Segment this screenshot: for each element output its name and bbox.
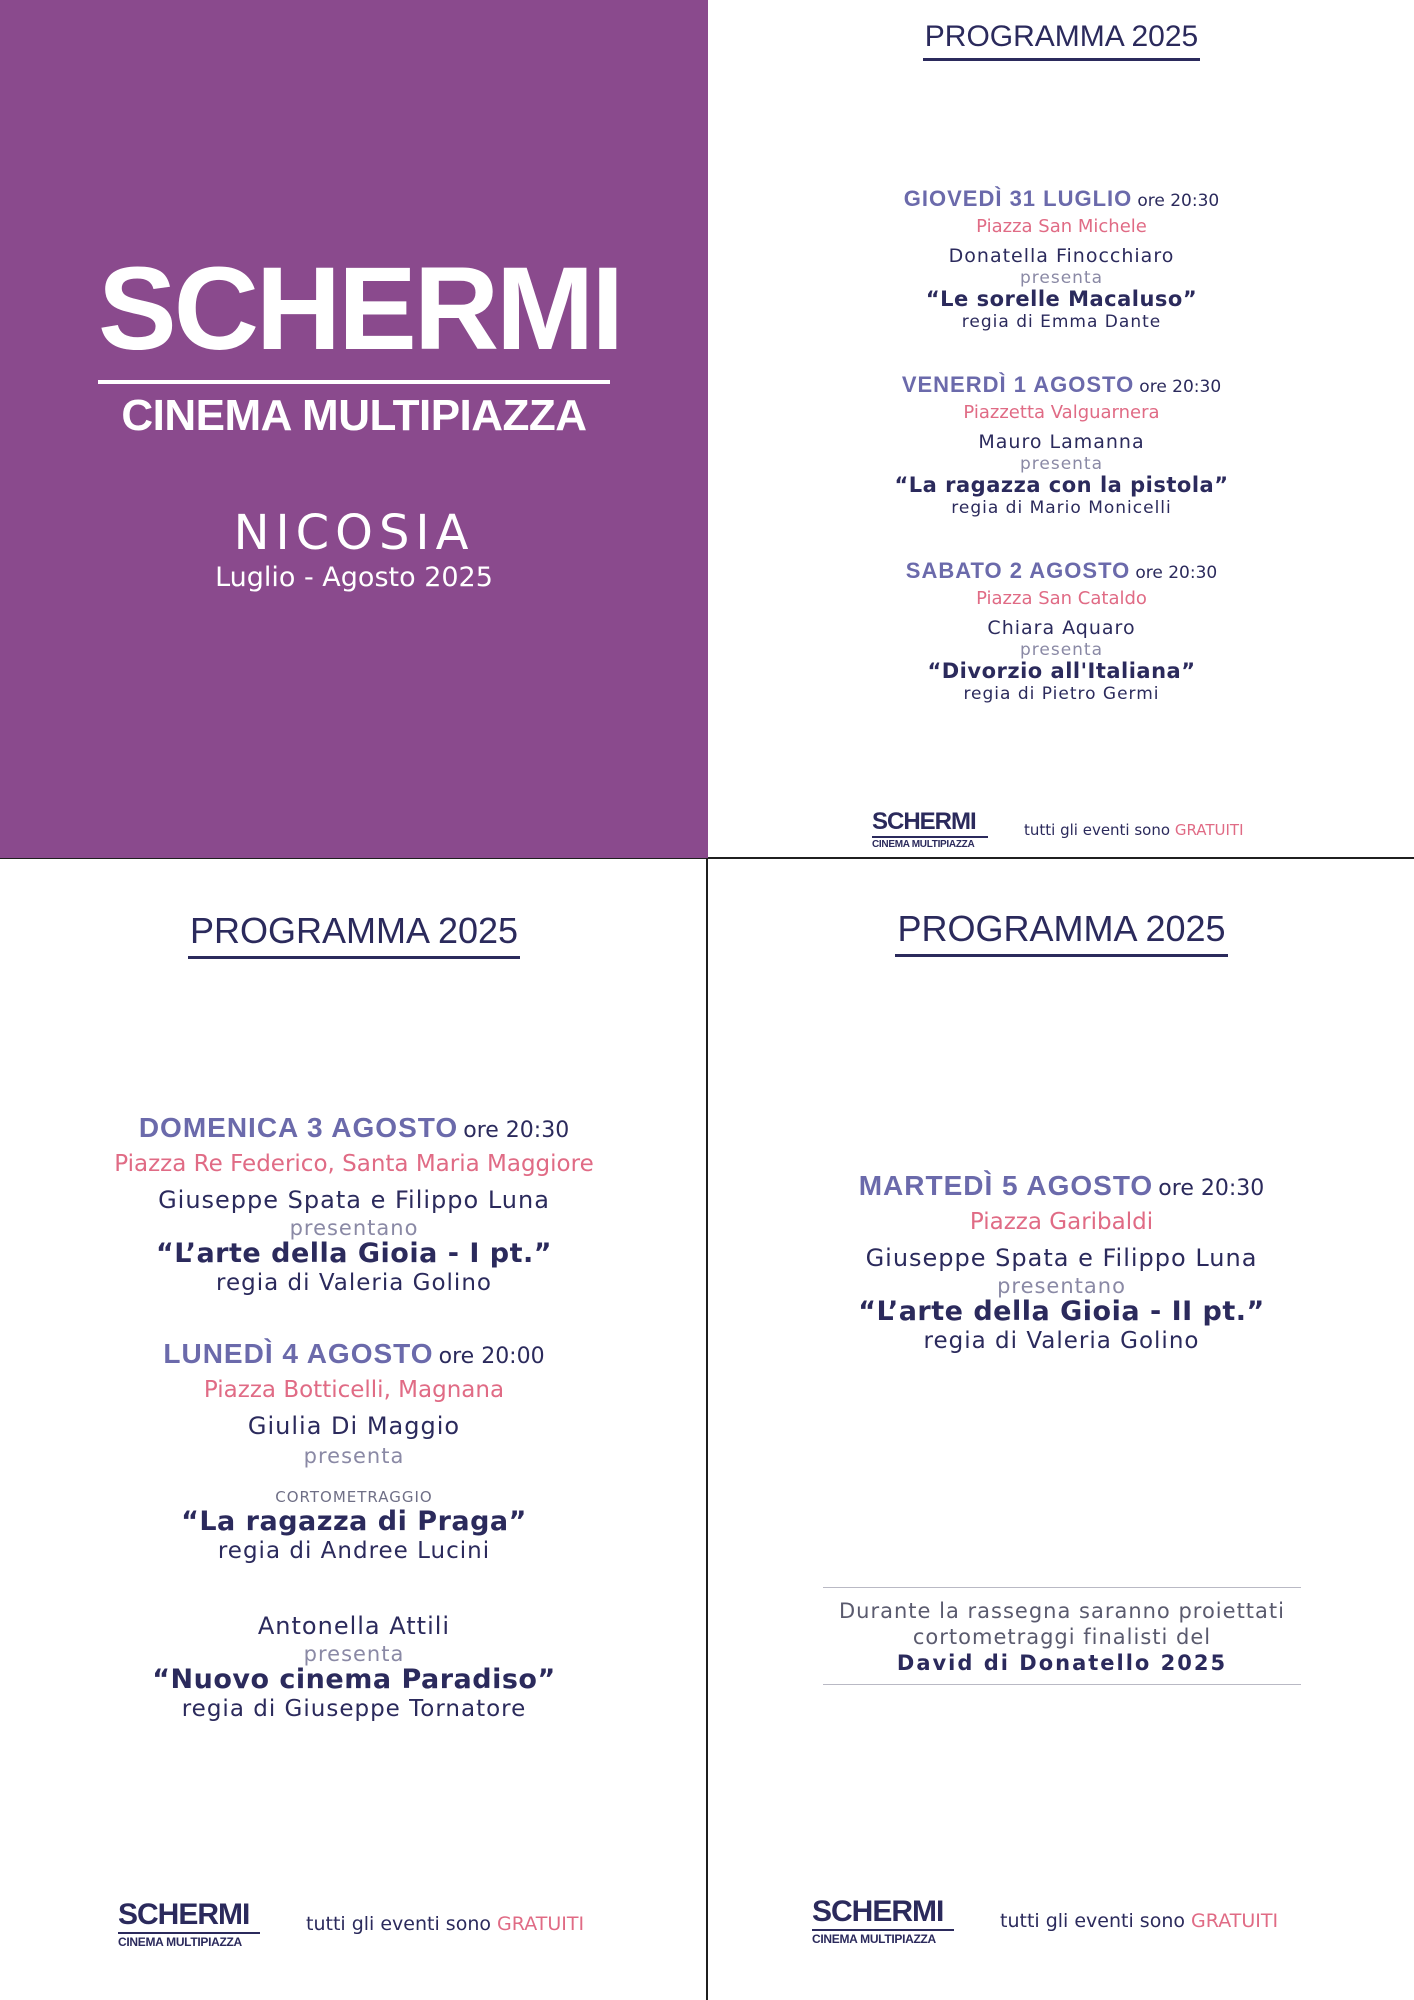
footer-note: tutti gli eventi sono GRATUITI xyxy=(1024,821,1244,839)
event-film-title: “L’arte della Gioia - II pt.” xyxy=(858,1296,1265,1327)
cover-city: NICOSIA xyxy=(233,505,475,561)
cover-logo xyxy=(98,243,622,440)
event-presenter: Giulia Di Maggio xyxy=(247,1412,461,1440)
footer xyxy=(872,810,1244,850)
event-film-title: “Nuovo cinema Paradiso” xyxy=(152,1664,556,1695)
event-verb: presenta xyxy=(1019,454,1104,474)
event-block xyxy=(0,1110,708,1296)
event-film-title: “Le sorelle Macaluso” xyxy=(925,287,1198,311)
event-film-title: “Divorzio all'Italiana” xyxy=(927,659,1196,683)
event-regia-label: regia di xyxy=(181,1696,277,1722)
event-director: Giuseppe Tornatore xyxy=(284,1696,527,1722)
event-block xyxy=(709,556,1414,704)
footer-note: tutti gli eventi sono GRATUITI xyxy=(306,1913,585,1935)
free-label: GRATUITI xyxy=(1191,1910,1279,1932)
event-verb: presenta xyxy=(303,1642,405,1666)
brand-subtitle: CINEMA MULTIPIAZZA xyxy=(121,391,587,440)
footer-logo: SCHERMI CINEMA MULTIPIAZZA xyxy=(118,1900,260,1948)
footer-logo: SCHERMI CINEMA MULTIPIAZZA xyxy=(872,810,988,850)
footer xyxy=(118,1900,584,1948)
event-time: ore 20:30 xyxy=(1137,191,1220,211)
event-director: Valeria Golino xyxy=(318,1270,492,1296)
event-date: LUNEDÌ 4 AGOSTO xyxy=(163,1338,434,1369)
event-date: SABATO 2 AGOSTO xyxy=(905,558,1131,583)
programme-page-2 xyxy=(0,860,708,2000)
event-film-title: “La ragazza di Praga” xyxy=(181,1506,527,1537)
brand-title: SCHERMI xyxy=(98,243,622,375)
event-verb: presentano xyxy=(997,1274,1126,1298)
event-date: VENERDÌ 1 AGOSTO xyxy=(901,372,1135,397)
event-verb: presentano xyxy=(289,1216,419,1240)
event-presenter: Giuseppe Spata e Filippo Luna xyxy=(158,1186,550,1214)
event-director: Emma Dante xyxy=(1040,312,1162,332)
footer xyxy=(812,1897,1278,1945)
event-date: DOMENICA 3 AGOSTO xyxy=(138,1112,459,1143)
event-place: Piazza Botticelli, Magnana xyxy=(203,1377,505,1403)
event-film-title: “L’arte della Gioia - I pt.” xyxy=(155,1238,553,1269)
event-regia-label: regia di xyxy=(963,684,1036,704)
event-place: Piazza San Cataldo xyxy=(976,588,1147,609)
note-line: cortometraggi finalisti del xyxy=(912,1625,1212,1649)
event-regia-label: regia di xyxy=(217,1538,313,1564)
event-regia-label: regia di xyxy=(951,498,1024,518)
event-regia-label: regia di xyxy=(923,1328,1018,1354)
event-time: ore 20:30 xyxy=(463,1118,570,1143)
footer-note: tutti gli eventi sono GRATUITI xyxy=(1000,1910,1279,1932)
note-line: Durante la rassegna saranno proiettati xyxy=(839,1599,1285,1623)
event-list xyxy=(709,184,1414,704)
event-place: Piazza Garibaldi xyxy=(969,1209,1154,1235)
free-label: GRATUITI xyxy=(1174,821,1244,839)
page-title: PROGRAMMA 2025 xyxy=(0,910,708,959)
event-block xyxy=(709,370,1414,518)
event-verb: presenta xyxy=(1019,268,1104,288)
event-block xyxy=(0,1336,708,1722)
event-verb: presenta xyxy=(303,1444,405,1468)
footer-logo: SCHERMI CINEMA MULTIPIAZZA xyxy=(812,1897,954,1945)
short-films-note xyxy=(823,1587,1301,1685)
note-award: David di Donatello 2025 xyxy=(896,1651,1228,1675)
event-time: ore 20:30 xyxy=(1135,563,1218,583)
event-presenter: Donatella Finocchiaro xyxy=(948,245,1175,267)
free-label: GRATUITI xyxy=(497,1913,585,1935)
event-list xyxy=(709,1168,1414,1354)
brand-rule xyxy=(98,380,610,384)
event-place: Piazzetta Valguarnera xyxy=(963,402,1160,423)
event-date: GIOVEDÌ 31 LUGLIO xyxy=(903,186,1133,211)
cover-panel xyxy=(0,0,708,858)
event-regia-label: regia di xyxy=(216,1270,311,1296)
page-title: PROGRAMMA 2025 xyxy=(709,20,1414,61)
event-verb: presenta xyxy=(1019,640,1104,660)
event-place: Piazza San Michele xyxy=(976,216,1147,237)
event-presenter: Mauro Lamanna xyxy=(978,431,1145,453)
event-list xyxy=(0,1110,708,1722)
programme-page-1 xyxy=(709,0,1414,858)
event-regia-label: regia di xyxy=(961,312,1034,332)
event-time: ore 20:30 xyxy=(1158,1176,1265,1201)
event-block xyxy=(709,184,1414,332)
cover-dates: Luglio - Agosto 2025 xyxy=(215,562,493,593)
event-time: ore 20:30 xyxy=(1139,377,1222,397)
page-title: PROGRAMMA 2025 xyxy=(709,908,1414,957)
event-time: ore 20:00 xyxy=(438,1344,545,1369)
event-presenter: Chiara Aquaro xyxy=(987,617,1136,639)
event-director: Mario Monicelli xyxy=(1029,498,1172,518)
event-date: MARTEDÌ 5 AGOSTO xyxy=(858,1170,1154,1201)
event-presenter: Antonella Attili xyxy=(257,1612,451,1640)
event-film-title: “La ragazza con la pistola” xyxy=(894,473,1229,497)
event-director: Andree Lucini xyxy=(320,1538,491,1564)
event-block xyxy=(709,1168,1414,1354)
event-director: Pietro Germi xyxy=(1041,684,1160,704)
event-place: Piazza Re Federico, Santa Maria Maggiore xyxy=(114,1151,594,1177)
short-film-label: CORTOMETRAGGIO xyxy=(275,1488,433,1506)
event-presenter: Giuseppe Spata e Filippo Luna xyxy=(865,1244,1258,1272)
event-director: Valeria Golino xyxy=(1026,1328,1200,1354)
programme-page-3 xyxy=(709,860,1414,2000)
